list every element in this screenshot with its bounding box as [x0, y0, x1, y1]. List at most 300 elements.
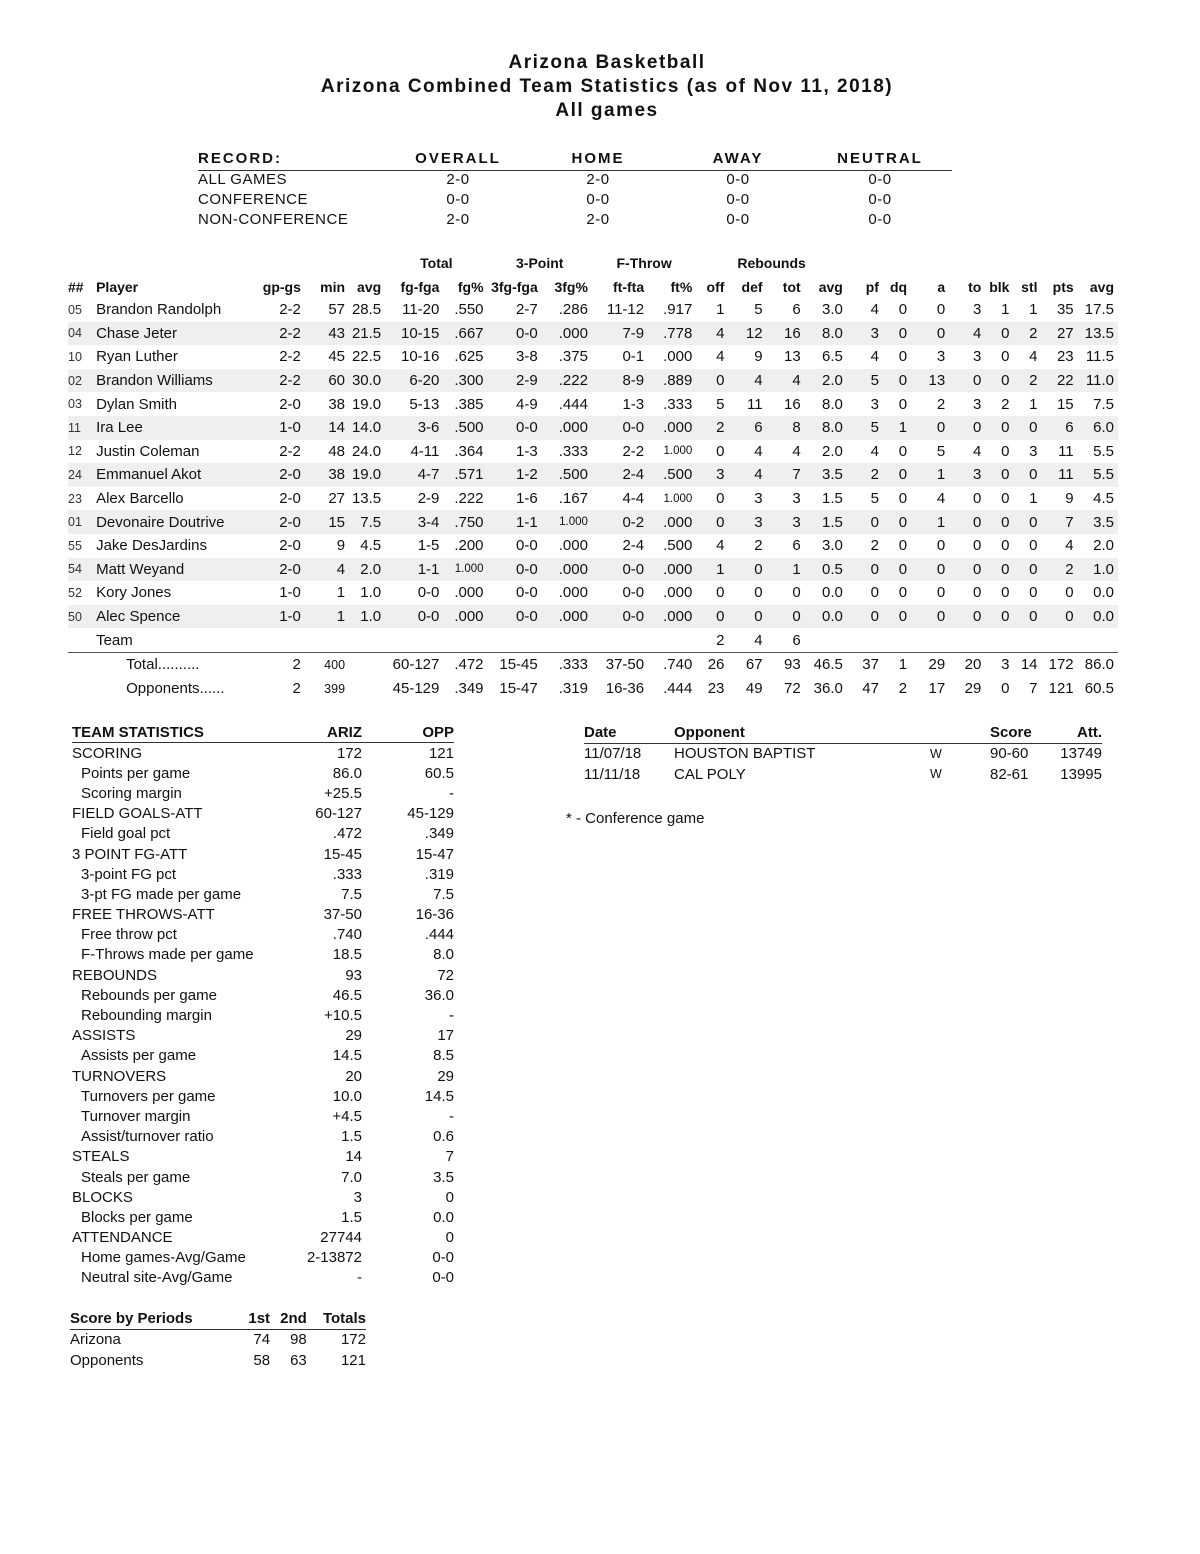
column-header: tot: [782, 279, 801, 295]
team-stat-opp: 7: [445, 1148, 454, 1166]
game-log-header: [584, 722, 1102, 743]
stat-cell: 0: [1001, 466, 1010, 484]
stat-cell: 8.0: [821, 324, 843, 342]
record-value: 0-0: [446, 191, 470, 208]
stat-cell: 0: [936, 584, 946, 602]
stat-cell: Kory Jones: [96, 584, 172, 602]
team-stat-label: Rebounding margin: [81, 1007, 212, 1025]
stat-cell: 19.0: [351, 466, 382, 484]
periods-p1: 74: [253, 1331, 271, 1349]
team-stat-ariz: 86.0: [332, 764, 362, 782]
game-log-table: [584, 722, 1102, 785]
stat-cell: 4: [792, 372, 801, 390]
player-row: [68, 298, 1118, 322]
stat-cell: 0.0: [821, 608, 843, 626]
stat-cell: 0: [898, 584, 908, 602]
stat-cell: .349: [454, 680, 484, 698]
stat-cell: 0-1: [622, 348, 645, 366]
stat-cell: 0: [1001, 490, 1010, 508]
stat-cell: 1: [1029, 301, 1038, 319]
team-stat-opp: 8.0: [433, 946, 454, 964]
player-row: [68, 510, 1118, 534]
stat-cell: Justin Coleman: [96, 442, 200, 460]
stat-cell: 4: [716, 537, 725, 555]
team-stat-ariz: +10.5: [324, 1007, 362, 1025]
player-row: [68, 558, 1118, 582]
stat-cell: 22: [1056, 372, 1074, 390]
stat-cell: 0: [1029, 584, 1038, 602]
stat-cell: 4: [754, 442, 763, 460]
stat-cell: 0: [1001, 680, 1010, 698]
stat-cell: 15-45: [488, 652, 542, 677]
game-result: W: [930, 746, 942, 761]
stat-cell: 1-6: [516, 490, 538, 508]
stat-cell: 93: [767, 652, 805, 677]
stat-cell: 0: [972, 372, 982, 390]
game-attendance: 13995: [1060, 765, 1102, 783]
stat-cell: 37: [847, 652, 883, 677]
record-value: 2-0: [586, 171, 610, 188]
column-header: stl: [1021, 279, 1038, 295]
periods-total: 172: [340, 1331, 366, 1349]
stat-cell: 0: [870, 513, 879, 531]
group-three-point: 3-Point: [516, 255, 564, 271]
stat-cell: 24: [68, 467, 82, 482]
stat-cell: 0: [936, 301, 946, 319]
periods-p1: 58: [253, 1351, 271, 1369]
stat-cell: [1013, 628, 1041, 652]
stat-cell: 1-3: [622, 395, 645, 413]
stat-cell: 30.0: [351, 372, 382, 390]
stat-cell: 2: [1001, 395, 1010, 413]
team-stat-row: [72, 905, 454, 925]
team-stat-ariz: 20: [345, 1067, 362, 1085]
stat-cell: 0: [936, 560, 946, 578]
stat-cell: 0: [792, 584, 801, 602]
stat-cell: 2: [292, 680, 301, 698]
stat-cell: 0.0: [1093, 584, 1114, 602]
stat-cell: 2-4: [622, 537, 645, 555]
stat-cell: 0: [972, 608, 982, 626]
team-stat-label: BLOCKS: [72, 1188, 133, 1206]
stat-cell: .667: [454, 324, 484, 342]
stat-cell: 24.0: [351, 442, 382, 460]
stat-cell: 0: [936, 419, 946, 437]
stat-cell: 0: [792, 608, 801, 626]
team-stat-label: Steals per game: [81, 1168, 191, 1186]
team-stat-subrow: [72, 1127, 454, 1147]
stat-cell: 1-3: [516, 442, 538, 460]
stat-cell: 3: [870, 395, 879, 413]
stat-cell: 4: [754, 466, 763, 484]
stat-cell: 4: [870, 301, 879, 319]
team-stat-subrow: [72, 1268, 454, 1288]
team-stat-ariz: 7.5: [341, 885, 362, 903]
stat-cell: 23: [1056, 348, 1074, 366]
stat-cell: 0-0: [622, 584, 645, 602]
stat-cell: Team: [96, 631, 133, 649]
stat-cell: [385, 628, 443, 652]
stat-cell: 0-2: [622, 513, 645, 531]
stat-cell: 0: [1065, 584, 1074, 602]
stat-cell: .000: [663, 348, 693, 366]
stat-cell: .385: [454, 395, 484, 413]
stat-cell: 2: [247, 652, 305, 677]
record-row: [198, 190, 952, 210]
record-value: 0-0: [586, 191, 610, 208]
stat-cell: 3-4: [417, 513, 440, 531]
stat-cell: 0: [972, 537, 982, 555]
stat-cell: 0: [972, 560, 982, 578]
stat-cell: 0: [972, 419, 982, 437]
team-stat-ariz: +25.5: [324, 784, 362, 802]
stat-cell: 9: [754, 348, 763, 366]
stat-cell: 0: [898, 324, 908, 342]
stat-cell: 23: [707, 680, 725, 698]
column-header: def: [741, 279, 763, 295]
team-stat-subrow: [72, 864, 454, 884]
stat-cell: 7: [1065, 513, 1074, 531]
team-stat-subrow: [72, 884, 454, 904]
team-stat-subrow: [72, 1248, 454, 1268]
team-stat-opp: 14.5: [424, 1087, 454, 1105]
stat-cell: [1042, 628, 1078, 652]
stat-cell: 0: [936, 324, 946, 342]
record-col-home: HOME: [571, 150, 625, 167]
game-row: [584, 764, 1102, 785]
stat-cell: 67: [728, 652, 766, 677]
record-value: 0-0: [726, 191, 750, 208]
team-stat-label: SCORING: [72, 744, 143, 762]
record-value: 0-0: [726, 211, 750, 228]
stat-cell: 36.0: [813, 680, 843, 698]
team-stat-label: 3-point FG pct: [81, 865, 177, 883]
stat-cell: 13.5: [1084, 324, 1114, 342]
stat-cell: 2-2: [279, 372, 301, 390]
stat-cell: 1: [336, 608, 346, 626]
stat-cell: 2: [1065, 560, 1074, 578]
stat-cell: 3: [985, 652, 1013, 677]
team-stat-row: [72, 804, 454, 824]
stat-cell: 11: [746, 395, 763, 413]
stat-cell: 0: [936, 608, 946, 626]
stat-cell: [847, 628, 883, 652]
record-value: 0-0: [868, 171, 892, 188]
conference-note: * - Conference game: [566, 810, 705, 827]
stat-cell: .364: [454, 442, 484, 460]
team-stat-opp: 72: [437, 966, 454, 984]
record-value: 0-0: [726, 171, 750, 188]
team-stat-ariz: 3: [353, 1188, 362, 1206]
player-row: [68, 440, 1118, 464]
stat-cell: Jake DesJardins: [96, 537, 207, 555]
stat-cell: 28.5: [351, 301, 382, 319]
stat-cell: 45: [328, 348, 346, 366]
stat-cell: .778: [663, 324, 693, 342]
stat-cell: 0-0: [516, 608, 538, 626]
stat-cell: 0: [716, 608, 725, 626]
stat-cell: 0: [1001, 324, 1010, 342]
record-rows: [198, 170, 952, 230]
stat-cell: 26: [696, 652, 728, 677]
stat-cell: Matt Weyand: [96, 560, 185, 578]
team-stats-table: [72, 722, 454, 1288]
stat-cell: 0-0: [417, 584, 440, 602]
stat-cell: .000: [558, 560, 588, 578]
stat-cell: 60.5: [1084, 680, 1114, 698]
stat-cell: 6.5: [821, 348, 843, 366]
stat-cell: 0: [1029, 537, 1038, 555]
player-row: [68, 463, 1118, 487]
stat-cell: Emmanuel Akot: [96, 466, 202, 484]
team-stat-subrow: [72, 1086, 454, 1106]
stat-cell: 2: [716, 631, 725, 649]
record-value: 2-0: [586, 211, 610, 228]
stat-cell: 15-47: [499, 680, 538, 698]
stat-cell: 6: [1065, 419, 1074, 437]
player-stats-group-header: [68, 250, 1118, 276]
stat-cell: Alec Spence: [96, 608, 181, 626]
stat-cell: 10-15: [401, 324, 440, 342]
stat-cell: 0: [870, 584, 879, 602]
stat-cell: 0: [716, 490, 725, 508]
column-header: 3fg%: [554, 279, 588, 295]
team-stat-opp: 16-36: [415, 906, 454, 924]
stat-cell: .319: [558, 680, 588, 698]
stat-cell: 0: [716, 372, 725, 390]
stat-cell: .000: [663, 608, 693, 626]
column-header: Player: [96, 279, 139, 295]
record-row-name: NON-CONFERENCE: [198, 211, 349, 228]
stat-cell: 8-9: [622, 372, 645, 390]
stat-cell: .000: [558, 537, 588, 555]
game-col-att: Att.: [1044, 722, 1102, 743]
column-header: avg: [1089, 279, 1114, 295]
stat-cell: 2.0: [1093, 537, 1114, 555]
stat-cell: 4: [716, 324, 725, 342]
stat-cell: 48: [328, 442, 346, 460]
team-stat-opp: -: [449, 784, 454, 802]
team-stat-opp: 17: [437, 1027, 454, 1045]
stat-cell: 0: [898, 537, 908, 555]
periods-row: [70, 1350, 366, 1371]
stat-cell: 9: [1065, 490, 1074, 508]
player-row: [68, 534, 1118, 558]
stat-cell: 3: [972, 301, 982, 319]
game-log-body: [584, 743, 1102, 785]
record-col-away: AWAY: [712, 150, 764, 167]
stat-cell: 1.5: [821, 513, 843, 531]
stat-cell: 2: [1029, 372, 1038, 390]
team-stat-opp: .444: [424, 926, 454, 944]
stat-cell: 7: [792, 466, 801, 484]
stat-cell: .000: [558, 324, 588, 342]
stat-cell: 3: [972, 348, 982, 366]
team-stat-opp: 3.5: [433, 1168, 454, 1186]
stat-cell: 0: [972, 584, 982, 602]
stat-cell: 399: [324, 681, 346, 696]
stat-cell: .444: [558, 395, 588, 413]
team-stat-ariz: 172: [336, 744, 362, 762]
stat-cell: 4: [754, 631, 763, 649]
stat-cell: .333: [663, 395, 693, 413]
stat-cell: 0: [1001, 608, 1010, 626]
stat-cell: .917: [663, 301, 693, 319]
stat-cell: [911, 628, 949, 652]
team-stat-ariz: 60-127: [315, 805, 362, 823]
stat-cell: 6: [754, 419, 763, 437]
stat-cell: 14.0: [351, 419, 382, 437]
team-stat-opp: 0-0: [432, 1249, 454, 1267]
stat-cell: 2-2: [622, 442, 645, 460]
stat-cell: 1: [1029, 490, 1038, 508]
team-stat-opp: 60.5: [424, 764, 454, 782]
team-stat-label: Points per game: [81, 764, 191, 782]
stat-cell: 86.0: [1078, 652, 1118, 677]
stat-cell: 13: [928, 372, 946, 390]
team-stat-label: Field goal pct: [81, 825, 171, 843]
stat-cell: .333: [542, 652, 592, 677]
column-header: off: [706, 279, 725, 295]
stat-cell: 0-0: [622, 560, 645, 578]
stat-cell: 0: [754, 584, 763, 602]
stat-cell: 0: [898, 372, 908, 390]
stat-cell: .740: [648, 652, 696, 677]
stat-cell: 6.0: [1093, 419, 1114, 437]
stat-cell: 4-11: [410, 442, 440, 460]
stat-cell: .333: [558, 442, 588, 460]
stat-cell: 15: [1056, 395, 1074, 413]
record-value: 2-0: [446, 171, 470, 188]
stat-cell: .000: [454, 608, 484, 626]
player-row: [68, 605, 1118, 629]
stat-cell: 0: [1029, 608, 1038, 626]
stat-cell: 47: [862, 680, 879, 698]
stat-cell: [68, 652, 96, 677]
stat-cell: 11-12: [606, 301, 645, 319]
column-header: gp-gs: [262, 279, 301, 295]
stat-cell: 2-0: [279, 513, 301, 531]
stat-cell: 2-0: [279, 466, 301, 484]
stat-cell: .889: [663, 372, 693, 390]
stat-cell: 0: [1001, 560, 1010, 578]
team-stat-label: Home games-Avg/Game: [81, 1249, 246, 1267]
stat-cell: 0: [898, 490, 908, 508]
game-col-score: Score: [990, 722, 1044, 743]
game-opponent: CAL POLY: [674, 765, 746, 783]
stat-cell: 27: [328, 490, 346, 508]
team-stat-ariz: .333: [332, 865, 362, 883]
stat-cell: 8: [792, 419, 801, 437]
stat-cell: 43: [328, 324, 346, 342]
periods-col-totals: Totals: [307, 1308, 366, 1329]
column-header: dq: [889, 279, 908, 295]
stat-cell: 1: [898, 419, 908, 437]
stat-cell: [985, 628, 1013, 652]
record-row: [198, 210, 952, 230]
player-row: [68, 322, 1118, 346]
periods-col-2nd: 2nd: [270, 1308, 307, 1329]
stat-cell: 9: [336, 537, 346, 555]
stat-cell: .550: [454, 301, 484, 319]
stat-cell: 0: [870, 608, 879, 626]
stat-cell: 1: [883, 652, 911, 677]
stat-cell: Dylan Smith: [96, 395, 177, 413]
stat-cell: .000: [558, 584, 588, 602]
stat-cell: 0: [1001, 348, 1010, 366]
stat-cell: 1-1: [417, 560, 440, 578]
stat-cell: [305, 628, 349, 652]
game-col-opponent: Opponent: [674, 722, 930, 743]
stat-cell: 1.000: [454, 563, 484, 576]
stat-cell: 29: [911, 652, 949, 677]
stat-cell: 15: [328, 513, 346, 531]
team-stats-header: [72, 722, 454, 743]
stat-cell: .200: [454, 537, 484, 555]
stat-cell: 0: [1029, 560, 1038, 578]
stat-cell: 5: [754, 301, 763, 319]
team-stats-title: TEAM STATISTICS: [72, 722, 302, 743]
stat-cell: 1-1: [516, 513, 538, 531]
stat-cell: 2-0: [279, 490, 301, 508]
team-stat-ariz: 27744: [320, 1229, 362, 1247]
stat-cell: 60-127: [385, 652, 443, 677]
opponents-row: [68, 677, 1118, 701]
stat-cell: 1: [1001, 301, 1010, 319]
stat-cell: 0: [898, 608, 908, 626]
column-header: min: [320, 279, 346, 295]
periods-row: [70, 1329, 366, 1350]
periods-col-1st: 1st: [241, 1308, 270, 1329]
record-row-name: ALL GAMES: [198, 171, 287, 188]
stat-cell: 2-0: [279, 537, 301, 555]
stat-cell: .000: [558, 419, 588, 437]
column-header: 3fg-fga: [491, 279, 538, 295]
stat-cell: 38: [328, 395, 346, 413]
team-stat-opp: 0: [445, 1188, 454, 1206]
stat-cell: .625: [454, 348, 484, 366]
team-stat-label: FREE THROWS-ATT: [72, 906, 215, 924]
player-row: [68, 416, 1118, 440]
stat-cell: Chase Jeter: [96, 324, 177, 342]
column-header: avg: [357, 279, 382, 295]
stat-cell: 11.0: [1085, 372, 1114, 390]
stat-cell: 11: [68, 420, 81, 435]
stat-cell: 2-2: [279, 348, 301, 366]
stat-cell: .286: [558, 301, 588, 319]
stat-cell: 0-0: [516, 560, 538, 578]
stat-cell: 1: [716, 560, 725, 578]
stat-cell: .750: [454, 513, 484, 531]
team-stat-opp: .319: [424, 865, 454, 883]
team-stat-subrow: [72, 1046, 454, 1066]
stat-cell: [805, 628, 847, 652]
team-stat-opp: 7.5: [433, 885, 454, 903]
column-header: blk: [989, 279, 1010, 295]
player-row: [68, 392, 1118, 416]
stat-cell: 38: [328, 466, 346, 484]
stat-cell: Alex Barcello: [96, 490, 184, 508]
stat-cell: .300: [454, 372, 484, 390]
team-stat-label: 3-pt FG made per game: [81, 885, 242, 903]
stat-cell: 05: [68, 302, 82, 317]
stat-cell: 2: [898, 680, 908, 698]
stat-cell: 6-20: [409, 372, 440, 390]
stat-cell: 4.5: [360, 537, 382, 555]
stat-cell: Brandon Williams: [96, 372, 213, 390]
column-header: ft-fta: [613, 279, 645, 295]
stat-cell: Ryan Luther: [96, 348, 178, 366]
